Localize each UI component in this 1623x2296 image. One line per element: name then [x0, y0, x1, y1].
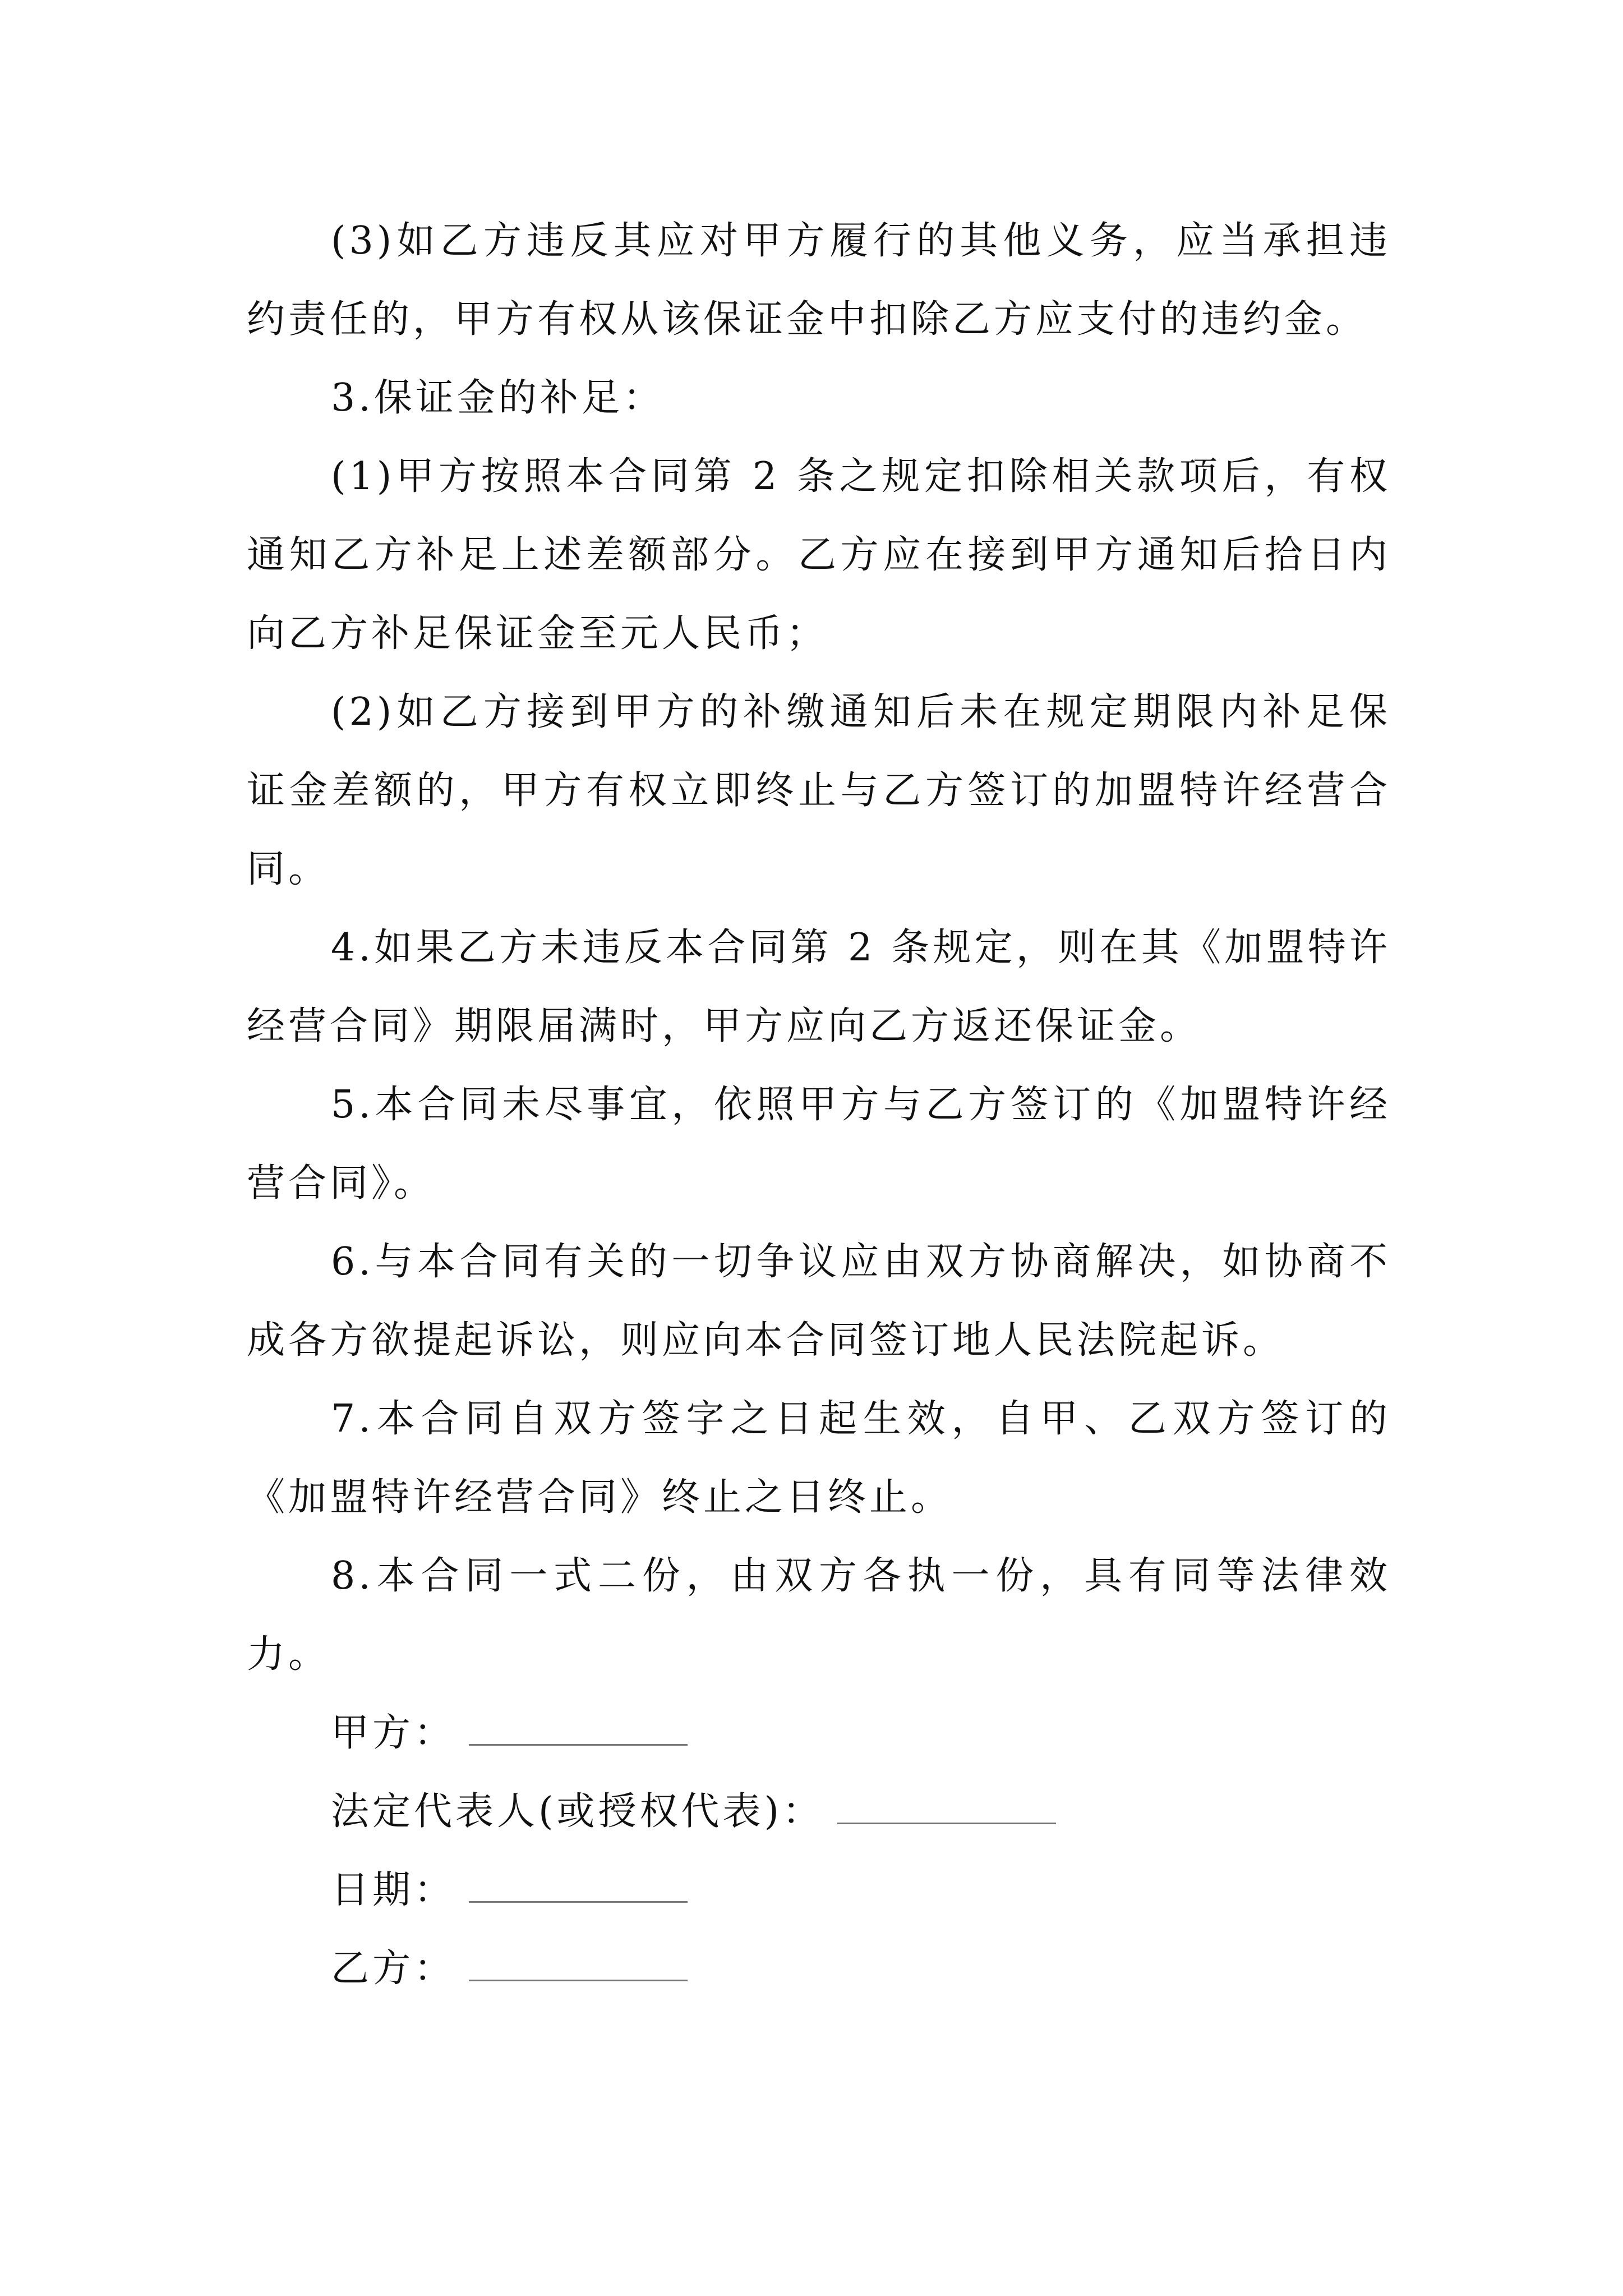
- legal-rep-signature-row: [247, 1773, 1391, 1851]
- date-label: 日期：: [331, 1868, 456, 1912]
- legal-rep-signature-line: [837, 1791, 1056, 1824]
- clause-5: 5.本合同未尽事宜，依照甲方与乙方签订的《加盟特许经营合同》。: [247, 1083, 1391, 1205]
- date-signature-row: [247, 1851, 1391, 1930]
- clause-6: 6.与本合同有关的一切争议应由双方协商解决，如协商不成各方欲提起诉讼，则应向本合同签订地人民法院起诉。: [247, 1240, 1391, 1363]
- clause-4: 4.如果乙方未违反本合同第 2 条规定，则在其《加盟特许经营合同》期限届满时，甲方应向乙方返还保证金。: [247, 926, 1391, 1048]
- party-a-label: 甲方：: [331, 1711, 456, 1755]
- date-signature-line: [469, 1870, 688, 1903]
- clause-2-3: (3)如乙方违反其应对甲方履行的其他义务，应当承担违约责任的，甲方有权从该保证金中扣除乙方应支付的违约金。: [247, 219, 1391, 342]
- clause-3-2: (2)如乙方接到甲方的补缴通知后未在规定期限内补足保证金差额的，甲方有权立即终止与乙方签订的加盟特许经营合同。: [247, 690, 1391, 891]
- party-b-label: 乙方：: [331, 1947, 456, 1991]
- clause-3-heading: 3.保证金的补足：: [331, 376, 665, 420]
- party-a-signature-row: [247, 1694, 1391, 1773]
- contract-body: [247, 202, 1391, 2008]
- party-a-signature-line: [469, 1713, 688, 1746]
- clause-8: 8.本合同一式二份，由双方各执一份，具有同等法律效力。: [247, 1554, 1391, 1677]
- party-b-signature-line: [469, 1948, 688, 1981]
- party-b-signature-row: [247, 1930, 1391, 2008]
- legal-rep-label: 法定代表人(或授权代表)：: [331, 1789, 824, 1834]
- clause-7: 7.本合同自双方签字之日起生效，自甲、乙双方签订的《加盟特许经营合同》终止之日终止。: [247, 1397, 1391, 1520]
- clause-3-1: (1)甲方按照本合同第 2 条之规定扣除相关款项后，有权通知乙方补足上述差额部分。乙方应在接到甲方通知后拾日内向乙方补足保证金至元人民币；: [247, 454, 1391, 656]
